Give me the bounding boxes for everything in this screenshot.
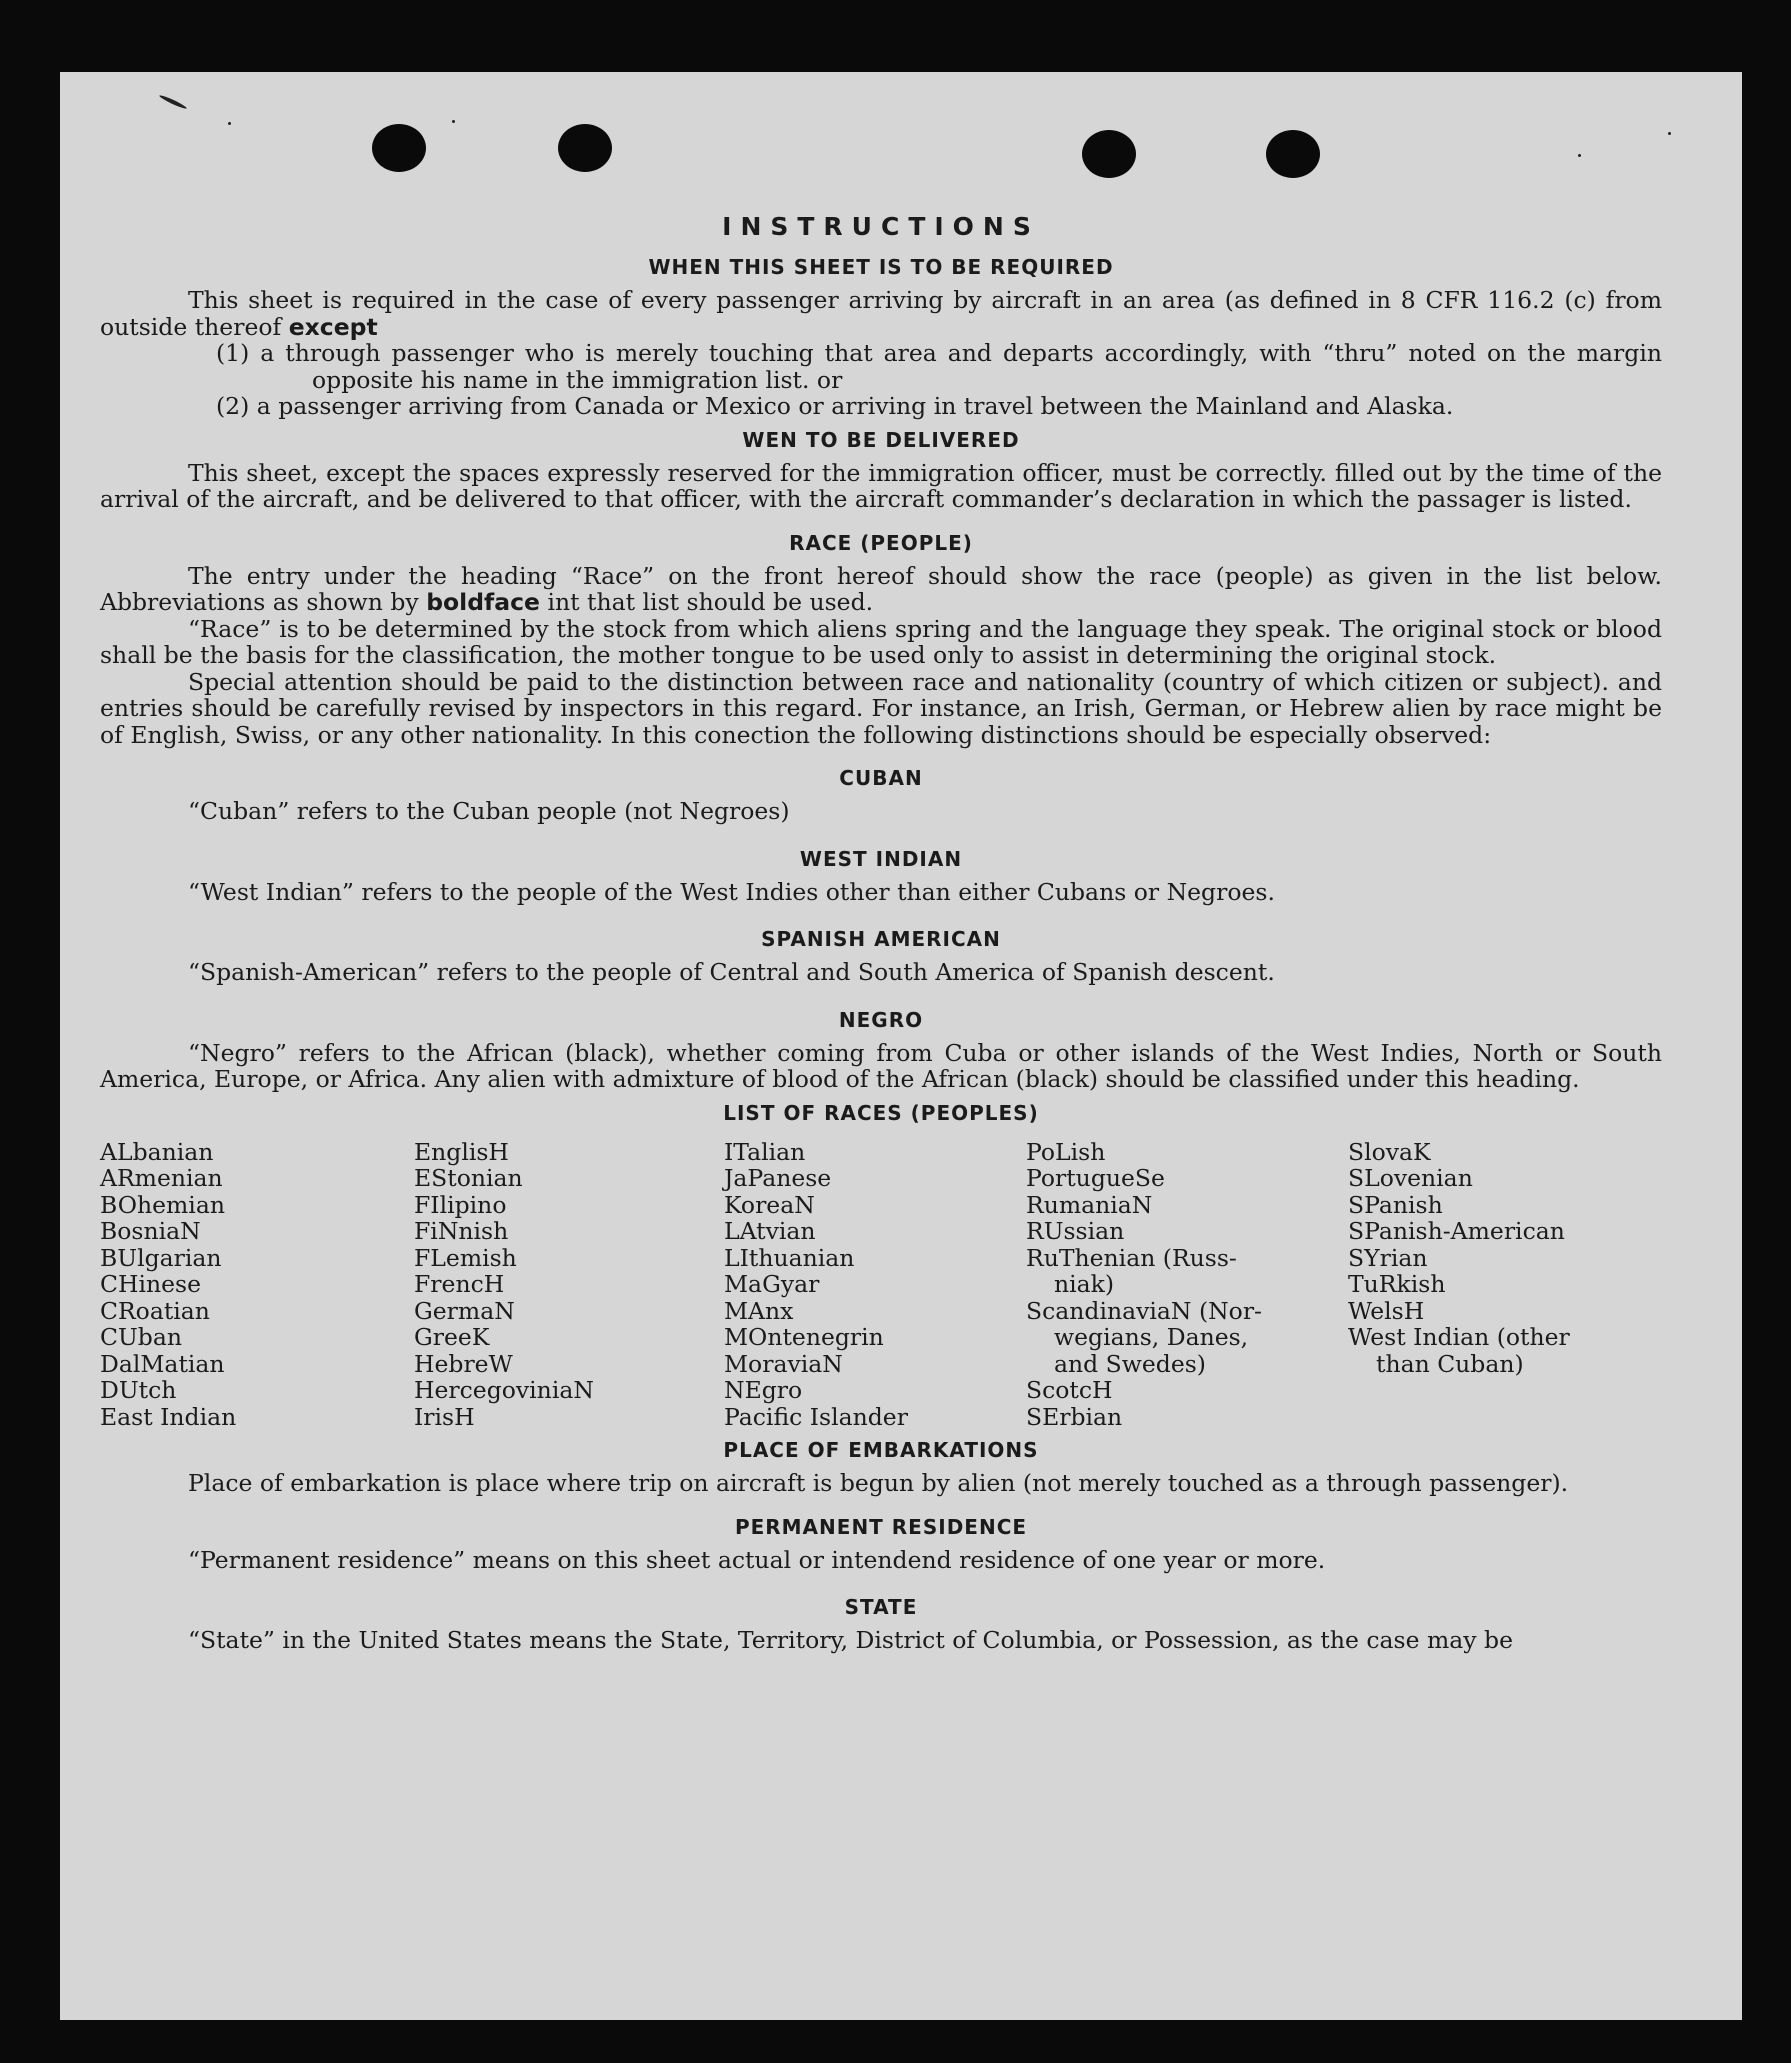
document-sheet xyxy=(60,72,1742,2020)
race-entry: BosniaN xyxy=(100,1217,201,1245)
page-title: INSTRUCTIONS xyxy=(722,212,1040,241)
race-entry: ITalian xyxy=(724,1137,806,1166)
instructions-content xyxy=(100,212,1662,1654)
section-heading-spanish-american: SPANISH AMERICAN xyxy=(761,927,1001,951)
cuban-text: “Cuban” refers to the Cuban people (not Negroes) xyxy=(188,797,790,825)
race-entry: EStonian xyxy=(414,1164,523,1192)
race-entry: RumaniaN xyxy=(1026,1190,1153,1219)
race-entry: CHinese xyxy=(100,1270,201,1298)
punch-hole xyxy=(1082,130,1136,178)
race-entry: MaGyar xyxy=(724,1270,820,1298)
race-entry: NEgro xyxy=(724,1376,803,1404)
races-column xyxy=(724,1139,1026,1431)
races-list xyxy=(100,1139,1662,1431)
races-column xyxy=(1348,1139,1662,1431)
race-entry: JaPanese xyxy=(724,1164,832,1192)
required-item-2: (2) a passenger arriving from Canada or Mexico or arriving in travel between the Mainland and Alaska. xyxy=(216,392,1454,420)
required-intro: This sheet is required in the case of every passenger arriving by aircraft in an area (as defined in 8 CFR 116.2 (c) from outside thereof except xyxy=(100,286,1662,341)
race-paragraph-1: The entry under the heading “Race” on the front hereof should show the race (people) as given in the list below. Abbreviations as shown by boldface int that list should be used. xyxy=(100,561,1662,616)
race-entry: HercegoviniaN xyxy=(414,1376,594,1404)
required-item-1: (1) a through passenger who is merely touching that area and departs accordingly, with “thru” noted on the margin opposite his name in the immigration list. or xyxy=(216,339,1662,394)
race-entry: East Indian xyxy=(100,1402,237,1431)
races-column xyxy=(100,1139,414,1431)
race-entry: EnglisH xyxy=(414,1137,509,1166)
race-entry: ALbanian xyxy=(100,1137,214,1166)
race-entry: SYrian xyxy=(1348,1243,1428,1272)
race-entry: PoLish xyxy=(1026,1137,1106,1166)
race-paragraph-2: “Race” is to be determined by the stock from which aliens spring and the language they speak. The original stock or blood shall be the basis for the classification, the mother tongue to be used only to assist in determining the original stock. xyxy=(100,614,1662,669)
residence-text: “Permanent residence” means on this sheet actual or intendend residence of one year or more. xyxy=(188,1545,1326,1574)
punch-hole xyxy=(558,124,612,172)
race-entry: BOhemian xyxy=(100,1190,225,1219)
race-entry: West Indian (other xyxy=(1348,1323,1570,1351)
race-entry: SErbian xyxy=(1026,1402,1123,1431)
punch-hole xyxy=(1266,130,1320,178)
race-entry: ScotcH xyxy=(1026,1376,1113,1404)
west-indian-text: “West Indian” refers to the people of the West Indies other than either Cubans or Negroes. xyxy=(188,877,1275,906)
race-entry: FLemish xyxy=(414,1243,517,1272)
section-heading-delivered: WEN TO BE DELIVERED xyxy=(742,427,1020,452)
race-entry: Pacific Islander xyxy=(724,1402,908,1431)
race-entry: and Swedes) xyxy=(1054,1349,1206,1378)
scan-mark xyxy=(159,94,188,110)
race-entry: ScandinaviaN (Nor- xyxy=(1026,1296,1262,1325)
race-entry: niak) xyxy=(1054,1270,1115,1298)
race-entry: DUtch xyxy=(100,1376,177,1404)
boldface-term: boldface xyxy=(426,588,540,616)
race-paragraph-3: Special attention should be paid to the distinction between race and nationality (country of which citizen or subject). and entries should be carefully revised by inspectors in this regard. For instance, an Irish, German, or Hebrew alien by race might be of English, Swiss, or any other nationality. In this conection the following distinctions should be especially observed: xyxy=(100,667,1662,749)
races-column xyxy=(1026,1139,1348,1431)
race-entry: WelsH xyxy=(1348,1296,1425,1325)
race-entry: HebreW xyxy=(414,1349,513,1378)
section-heading-race: RACE (PEOPLE) xyxy=(789,530,973,555)
scan-mark xyxy=(452,120,455,123)
race-entry: GermaN xyxy=(414,1296,515,1325)
section-heading-negro: NEGRO xyxy=(838,1007,924,1032)
race-entry: DalMatian xyxy=(100,1349,225,1378)
race-entry: BUlgarian xyxy=(100,1243,222,1272)
race-entry: SLovenian xyxy=(1348,1164,1473,1192)
scan-mark xyxy=(228,122,231,125)
state-text: “State” in the United States means the State, Territory, District of Columbia, or Possession, as the case may be xyxy=(188,1626,1513,1654)
scan-mark xyxy=(1668,132,1671,135)
race-entry: GreeK xyxy=(414,1323,490,1351)
race-entry: LIthuanian xyxy=(724,1243,855,1272)
race-entry: SlovaK xyxy=(1348,1137,1431,1166)
race-entry: than Cuban) xyxy=(1376,1349,1524,1378)
section-heading-list-of-races: LIST OF RACES (PEOPLES) xyxy=(723,1100,1039,1125)
races-column xyxy=(414,1139,724,1431)
section-heading-residence: PERMANENT RESIDENCE xyxy=(734,1514,1028,1539)
section-heading-state: STATE xyxy=(844,1595,918,1619)
race-entry: IrisH xyxy=(414,1402,475,1431)
race-entry: RuThenian (Russ- xyxy=(1026,1243,1237,1272)
race-entry: KoreaN xyxy=(724,1190,815,1219)
race-entry: FiNnish xyxy=(414,1217,509,1245)
race-entry: TuRkish xyxy=(1348,1270,1446,1298)
race-entry: FrencH xyxy=(414,1270,505,1298)
section-heading-required: WHEN THIS SHEET IS TO BE REQUIRED xyxy=(648,255,1114,279)
race-entry: wegians, Danes, xyxy=(1054,1323,1249,1351)
embarkation-text: Place of embarkation is place where trip on aircraft is begun by alien (not merely touched as a through passenger). xyxy=(188,1469,1569,1497)
delivered-text: This sheet, except the spaces expressly reserved for the immigration officer, must be correctly. filled out by the time of the arrival of the aircraft, and be delivered to that officer, with the aircraft commander’s declaration in which the passager is listed. xyxy=(100,458,1662,513)
except-emphasis: except xyxy=(288,312,378,341)
race-entry: PortugueSe xyxy=(1026,1164,1165,1192)
race-entry: SPanish-American xyxy=(1348,1217,1565,1245)
race-entry: MoraviaN xyxy=(724,1349,843,1378)
negro-text: “Negro” refers to the African (black), whether coming from Cuba or other islands of the West Indies, North or South America, Europe, or Africa. Any alien with admixture of blood of the African (black) should be classified under this heading. xyxy=(100,1038,1662,1093)
race-entry: RUssian xyxy=(1026,1217,1125,1245)
punch-hole xyxy=(372,124,426,172)
race-entry: FIlipino xyxy=(414,1190,507,1219)
scan-mark xyxy=(1578,154,1581,157)
race-entry: MAnx xyxy=(724,1296,794,1325)
race-entry: MOntenegrin xyxy=(724,1323,884,1351)
section-heading-cuban: CUBAN xyxy=(839,766,923,790)
race-entry: CRoatian xyxy=(100,1296,210,1325)
race-entry: ARmenian xyxy=(100,1164,223,1192)
race-entry: SPanish xyxy=(1348,1190,1443,1219)
spanish-american-text: “Spanish-American” refers to the people of Central and South America of Spanish descent. xyxy=(188,958,1275,986)
race-entry: LAtvian xyxy=(724,1217,816,1245)
section-heading-embarkation: PLACE OF EMBARKATIONS xyxy=(723,1438,1039,1462)
race-entry: CUban xyxy=(100,1323,182,1351)
section-heading-west-indian: WEST INDIAN xyxy=(799,846,963,871)
